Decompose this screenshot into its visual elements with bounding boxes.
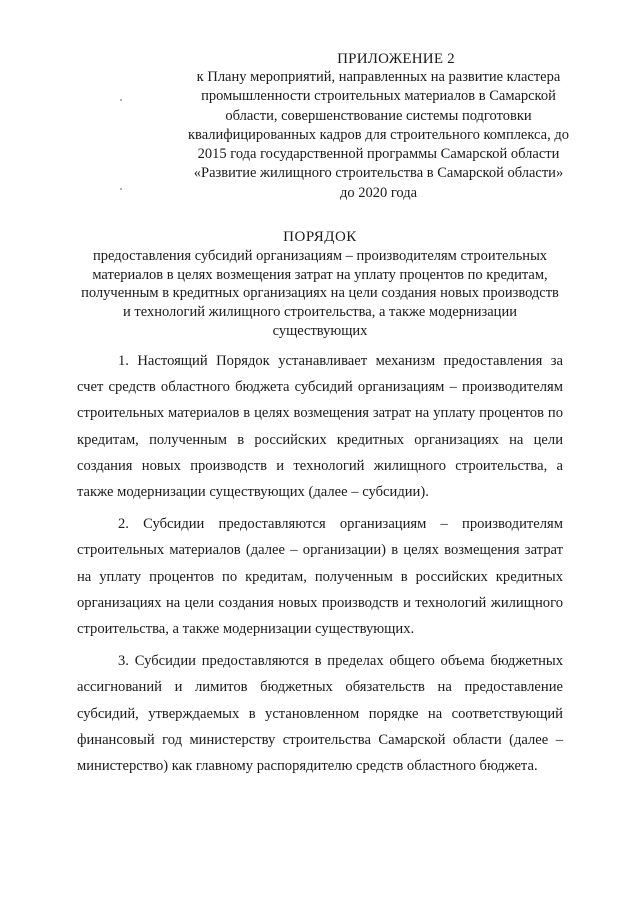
order-title: ПОРЯДОК bbox=[283, 229, 357, 245]
appendix-title: ПРИЛОЖЕНИЕ 2 bbox=[337, 51, 455, 67]
paragraph-3: 3. Субсидии предоставляются в пределах общего объема бюджетных ассигнований и лимитов бюджетных обязательств на предоставление субсидий, утверждаемых в установленном порядке на соответствующий финансовый год министерству строительства Самарской области (далее – министерство) как главному распорядителю средств областного бюджета. bbox=[77, 653, 563, 775]
scan-speck bbox=[120, 99, 122, 101]
appendix-subtitle: к Плану мероприятий, направленных на развитие кластера промышленности строительных материалов в Самарской области, совершенствование системы подготовки квалифицированных кадров для строительного комплекса, до 2015 года государственной программы Самарской области «Развитие жилищного строительства в Самарской области» до 2020 года bbox=[188, 69, 569, 201]
document-body bbox=[77, 348, 563, 785]
scan-speck bbox=[120, 188, 122, 190]
paragraph-2: 2. Субсидии предоставляются организациям – производителям строительных материалов (далее – организации) в целях возмещения затрат на уплату процентов по кредитам, полученным в российских кредитных организациях на цели создания новых производств и технологий жилищного строительства, а также модернизации существующих. bbox=[77, 516, 563, 638]
paragraph-1: 1. Настоящий Порядок устанавливает механизм предоставления за счет средств областного бюджета субсидий организациям – производителям строительных материалов в целях возмещения затрат на уплату процентов по кредитам, полученным в российских кредитных организациях на цели создания новых производств и технологий жилищного строительства, а также модернизации существующих (далее – субсидии). bbox=[77, 353, 563, 501]
order-subtitle: предоставления субсидий организациям – производителям строительных материалов в целях возмещения затрат на уплату процентов по кредитам, полученным в кредитных организациях на цели создания новых производств и технологий жилищного строительства, а также модернизации существующих bbox=[81, 248, 559, 339]
